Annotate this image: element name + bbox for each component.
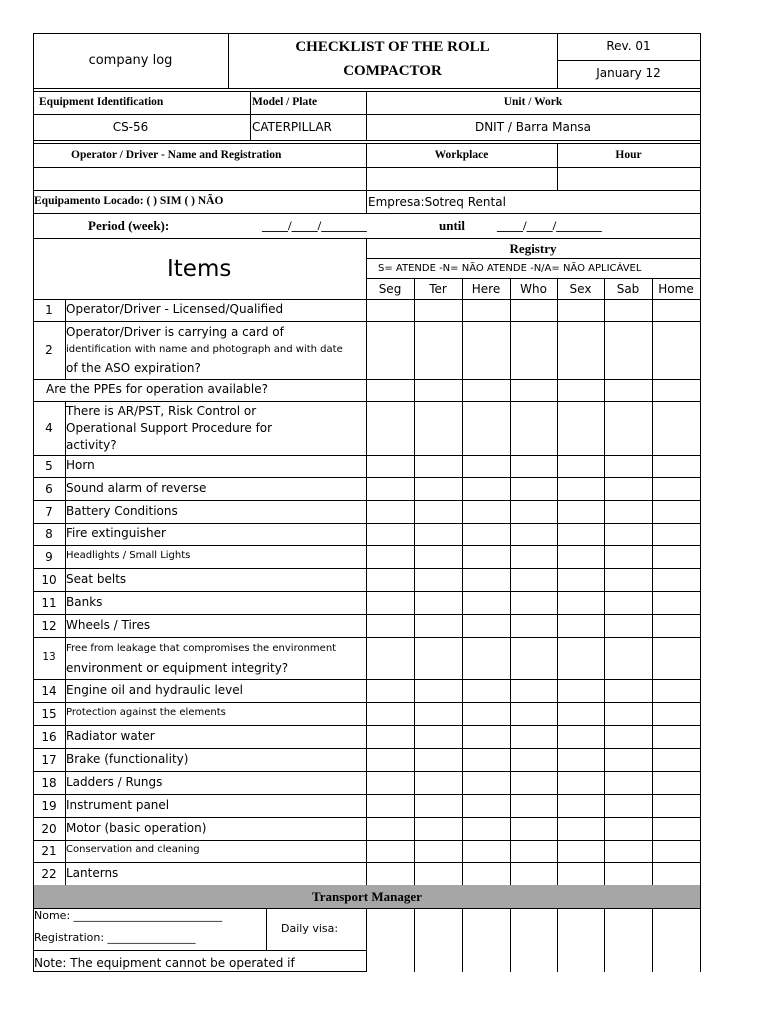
registry-cell-ter[interactable] bbox=[415, 703, 462, 725]
border-right bbox=[700, 33, 701, 972]
registry-cell-here[interactable] bbox=[463, 772, 510, 794]
registry-cell-home[interactable] bbox=[653, 592, 700, 614]
registry-cell-sex[interactable] bbox=[558, 501, 604, 523]
unit-work-value: DNIT / Barra Mansa bbox=[474, 120, 592, 134]
registry-cell-sab[interactable] bbox=[605, 546, 652, 568]
registry-cell-who[interactable] bbox=[511, 300, 557, 321]
grid-vline bbox=[462, 908, 463, 972]
registry-cell-sex[interactable] bbox=[558, 841, 604, 862]
registry-cell-seg[interactable] bbox=[367, 546, 414, 568]
transport-manager-title: Transport Manager bbox=[312, 889, 422, 904]
registry-cell-sex[interactable] bbox=[558, 478, 604, 500]
registry-cell-who[interactable] bbox=[511, 772, 557, 794]
item-number: 14 bbox=[41, 683, 57, 698]
registry-cell-ter[interactable] bbox=[415, 818, 462, 840]
registry-cell-here[interactable] bbox=[463, 478, 510, 500]
hour-field[interactable] bbox=[558, 168, 699, 189]
item-description: identification with name and photograph and with date bbox=[66, 344, 343, 355]
registry-cell-sex[interactable] bbox=[558, 402, 604, 455]
registry-cell-here[interactable] bbox=[463, 680, 510, 702]
registry-cell-ter[interactable] bbox=[415, 569, 462, 591]
period-end-blank[interactable]: ____/____/_______ bbox=[497, 218, 602, 233]
registry-cell-seg[interactable] bbox=[367, 592, 414, 614]
registry-cell-here[interactable] bbox=[463, 638, 510, 679]
item-description: Conservation and cleaning bbox=[66, 844, 200, 855]
registry-cell-sex[interactable] bbox=[558, 615, 604, 637]
registry-cell-home[interactable] bbox=[653, 501, 700, 523]
registry-cell-sab[interactable] bbox=[605, 703, 652, 725]
registry-cell-ter[interactable] bbox=[415, 863, 462, 885]
item-number: 7 bbox=[45, 504, 53, 519]
registry-cell-seg[interactable] bbox=[367, 863, 414, 885]
registry-cell-seg[interactable] bbox=[367, 456, 414, 477]
grid-vline bbox=[462, 299, 463, 885]
registry-cell-who[interactable] bbox=[511, 726, 557, 748]
registry-cell-ter[interactable] bbox=[415, 456, 462, 477]
registry-cell-sab[interactable] bbox=[605, 638, 652, 679]
item-description: Instrument panel bbox=[66, 797, 170, 812]
registry-cell-sex[interactable] bbox=[558, 456, 604, 477]
item-number: 20 bbox=[41, 821, 57, 836]
registry-cell-sab[interactable] bbox=[605, 322, 652, 379]
grid-hline bbox=[366, 258, 700, 259]
registry-cell-sex[interactable] bbox=[558, 638, 604, 679]
item-number: 4 bbox=[45, 421, 53, 435]
registry-title: Registry bbox=[509, 241, 557, 256]
item-description: Seat belts bbox=[66, 571, 127, 586]
registry-cell-home[interactable] bbox=[653, 841, 700, 862]
item-description: Headlights / Small Lights bbox=[66, 549, 191, 561]
registry-cell-who[interactable] bbox=[511, 863, 557, 885]
registry-cell-sab[interactable] bbox=[605, 795, 652, 817]
registry-cell-seg[interactable] bbox=[367, 841, 414, 862]
company-logo-text: company log bbox=[88, 53, 173, 68]
registry-cell-here[interactable] bbox=[463, 841, 510, 862]
registry-cell-home[interactable] bbox=[653, 380, 700, 401]
registry-cell-sex[interactable] bbox=[558, 795, 604, 817]
weekday-sex: Sex bbox=[569, 282, 592, 296]
registry-cell-sex[interactable] bbox=[558, 322, 604, 379]
grid-vline bbox=[652, 299, 653, 885]
grid-vline bbox=[366, 299, 367, 885]
item-number: 9 bbox=[45, 549, 53, 564]
registry-cell-ter[interactable] bbox=[415, 680, 462, 702]
registry-cell-who[interactable] bbox=[511, 478, 557, 500]
registry-cell-who[interactable] bbox=[511, 749, 557, 771]
registry-cell-ter[interactable] bbox=[415, 524, 462, 545]
registry-cell-here[interactable] bbox=[463, 300, 510, 321]
registry-cell-ter[interactable] bbox=[415, 380, 462, 401]
equipment-id-value: CS-56 bbox=[112, 120, 149, 134]
registry-cell-here[interactable] bbox=[463, 402, 510, 455]
registry-cell-home[interactable] bbox=[653, 772, 700, 794]
item-description: Brake (functionality) bbox=[66, 751, 189, 766]
registry-cell-sex[interactable] bbox=[558, 772, 604, 794]
item-number: 18 bbox=[41, 775, 57, 790]
registry-cell-seg[interactable] bbox=[367, 524, 414, 545]
item-description: Are the PPEs for operation available? bbox=[46, 382, 268, 396]
registry-cell-home[interactable] bbox=[653, 300, 700, 321]
registry-cell-seg[interactable] bbox=[367, 726, 414, 748]
item-number: 19 bbox=[41, 798, 57, 813]
registry-cell-ter[interactable] bbox=[415, 749, 462, 771]
registry-cell-here[interactable] bbox=[463, 501, 510, 523]
grid-hline bbox=[557, 60, 700, 61]
registry-cell-sab[interactable] bbox=[605, 615, 652, 637]
grid-vline bbox=[652, 278, 653, 299]
registry-cell-sab[interactable] bbox=[605, 841, 652, 862]
registry-cell-seg[interactable] bbox=[367, 703, 414, 725]
registry-cell-here[interactable] bbox=[463, 818, 510, 840]
period-start-blank[interactable]: ____/____/_______ bbox=[262, 218, 367, 233]
registry-cell-seg[interactable] bbox=[367, 615, 414, 637]
weekday-here: Here bbox=[471, 282, 501, 296]
registry-cell-here[interactable] bbox=[463, 322, 510, 379]
registry-cell-sab[interactable] bbox=[605, 680, 652, 702]
registry-cell-ter[interactable] bbox=[415, 478, 462, 500]
border-top bbox=[33, 33, 700, 34]
registry-cell-sab[interactable] bbox=[605, 569, 652, 591]
registry-cell-who[interactable] bbox=[511, 592, 557, 614]
item-description: Sound alarm of reverse bbox=[66, 480, 207, 495]
manager-name-field[interactable]: Nome: ___________________________ bbox=[34, 909, 223, 922]
revision-label: Rev. 01 bbox=[606, 39, 651, 53]
item-number: 1 bbox=[45, 303, 53, 317]
grid-hline bbox=[33, 971, 366, 972]
registry-cell-sab[interactable] bbox=[605, 749, 652, 771]
item-number: 17 bbox=[41, 752, 57, 767]
item-number: 5 bbox=[45, 459, 53, 473]
item-number: 13 bbox=[42, 651, 56, 663]
period-label: Period (week): bbox=[88, 218, 170, 233]
grid-hline bbox=[33, 88, 700, 89]
model-plate-value: CATERPILLAR bbox=[252, 120, 332, 134]
registry-cell-ter[interactable] bbox=[415, 638, 462, 679]
item-description: Operator/Driver is carrying a card of bbox=[66, 325, 284, 339]
item-description: Motor (basic operation) bbox=[66, 820, 207, 835]
document-title-line1: CHECKLIST OF THE ROLL bbox=[295, 39, 490, 55]
registry-cell-ter[interactable] bbox=[415, 841, 462, 862]
registry-cell-ter[interactable] bbox=[415, 795, 462, 817]
registry-cell-who[interactable] bbox=[511, 795, 557, 817]
registry-cell-seg[interactable] bbox=[367, 300, 414, 321]
weekday-ter: Ter bbox=[429, 282, 447, 296]
registry-cell-home[interactable] bbox=[653, 863, 700, 885]
grid-vline bbox=[414, 278, 415, 299]
item-description: Free from leakage that compromises the environment bbox=[66, 642, 337, 654]
item-description: Lanterns bbox=[66, 865, 119, 880]
item-description: Wheels / Tires bbox=[66, 617, 151, 632]
registry-cell-sab[interactable] bbox=[605, 478, 652, 500]
grid-vline bbox=[604, 278, 605, 299]
registry-cell-seg[interactable] bbox=[367, 402, 414, 455]
registry-cell-here[interactable] bbox=[463, 456, 510, 477]
items-header: Items bbox=[167, 256, 232, 282]
workplace-label: Workplace bbox=[434, 149, 489, 161]
manager-registration-field[interactable]: Registration: ________________ bbox=[34, 931, 196, 944]
registry-cell-home[interactable] bbox=[653, 726, 700, 748]
grid-vline bbox=[557, 143, 558, 190]
grid-vline bbox=[557, 278, 558, 299]
grid-hline bbox=[33, 140, 700, 141]
rented-equipment-label: Equipamento Locado: ( ) SIM ( ) NÃO bbox=[34, 195, 224, 207]
registry-cell-sex[interactable] bbox=[558, 703, 604, 725]
grid-vline bbox=[366, 143, 367, 213]
registry-cell-who[interactable] bbox=[511, 638, 557, 679]
item-description: Protection against the elements bbox=[66, 706, 226, 718]
weekday-sab: Sab bbox=[616, 282, 640, 296]
registry-cell-ter[interactable] bbox=[415, 402, 462, 455]
registry-cell-ter[interactable] bbox=[415, 322, 462, 379]
registry-cell-who[interactable] bbox=[511, 546, 557, 568]
weekday-home: Home bbox=[658, 282, 694, 296]
registry-legend: S= ATENDE -N= NÃO ATENDE -N/A= NÃO APLICÁVEL bbox=[378, 263, 642, 274]
registry-cell-who[interactable] bbox=[511, 818, 557, 840]
period-until-label: until bbox=[439, 218, 466, 233]
registry-cell-home[interactable] bbox=[653, 569, 700, 591]
registry-cell-here[interactable] bbox=[463, 749, 510, 771]
registry-cell-sab[interactable] bbox=[605, 402, 652, 455]
grid-vline bbox=[604, 299, 605, 885]
registry-cell-who[interactable] bbox=[511, 680, 557, 702]
registry-cell-who[interactable] bbox=[511, 380, 557, 401]
registry-cell-ter[interactable] bbox=[415, 615, 462, 637]
weekday-who: Who bbox=[520, 282, 547, 296]
item-number: 6 bbox=[45, 481, 53, 496]
registry-cell-seg[interactable] bbox=[367, 380, 414, 401]
registry-cell-here[interactable] bbox=[463, 703, 510, 725]
item-number: 10 bbox=[41, 572, 57, 587]
grid-vline bbox=[414, 908, 415, 972]
registry-cell-who[interactable] bbox=[511, 524, 557, 545]
registry-cell-sex[interactable] bbox=[558, 592, 604, 614]
grid-hline bbox=[366, 278, 700, 279]
grid-vline bbox=[366, 908, 367, 972]
grid-hline bbox=[33, 950, 366, 951]
registry-cell-home[interactable] bbox=[653, 818, 700, 840]
registry-cell-home[interactable] bbox=[653, 795, 700, 817]
registry-cell-seg[interactable] bbox=[367, 501, 414, 523]
item-description: Battery Conditions bbox=[66, 503, 178, 518]
registry-cell-sab[interactable] bbox=[605, 524, 652, 545]
registry-cell-home[interactable] bbox=[653, 703, 700, 725]
item-description: Operator/Driver - Licensed/Qualified bbox=[66, 302, 284, 316]
registry-cell-who[interactable] bbox=[511, 322, 557, 379]
registry-cell-home[interactable] bbox=[653, 402, 700, 455]
weekday-seg: Seg bbox=[378, 282, 402, 296]
item-number: 2 bbox=[45, 343, 53, 357]
registry-cell-ter[interactable] bbox=[415, 592, 462, 614]
equipment-id-label: Equipment Identification bbox=[39, 96, 164, 108]
operation-note: Note: The equipment cannot be operated if bbox=[34, 956, 295, 970]
registry-cell-here[interactable] bbox=[463, 592, 510, 614]
registry-cell-seg[interactable] bbox=[367, 478, 414, 500]
registry-cell-who[interactable] bbox=[511, 703, 557, 725]
operator-name-field[interactable] bbox=[34, 168, 365, 189]
registry-cell-seg[interactable] bbox=[367, 749, 414, 771]
item-description: of the ASO expiration? bbox=[66, 361, 201, 375]
registry-cell-here[interactable] bbox=[463, 380, 510, 401]
item-description: Horn bbox=[66, 458, 95, 472]
item-number: 16 bbox=[41, 729, 57, 744]
item-number: 8 bbox=[45, 527, 53, 541]
registry-cell-seg[interactable] bbox=[367, 569, 414, 591]
registry-cell-ter[interactable] bbox=[415, 726, 462, 748]
registry-cell-seg[interactable] bbox=[367, 795, 414, 817]
registry-cell-sab[interactable] bbox=[605, 863, 652, 885]
registry-cell-ter[interactable] bbox=[415, 300, 462, 321]
grid-vline bbox=[604, 908, 605, 972]
registry-cell-home[interactable] bbox=[653, 638, 700, 679]
registry-cell-sex[interactable] bbox=[558, 300, 604, 321]
registry-cell-sab[interactable] bbox=[605, 818, 652, 840]
registry-cell-sex[interactable] bbox=[558, 749, 604, 771]
grid-vline bbox=[510, 908, 511, 972]
item-description: Engine oil and hydraulic level bbox=[66, 682, 243, 697]
registry-cell-who[interactable] bbox=[511, 569, 557, 591]
grid-vline bbox=[462, 278, 463, 299]
grid-vline bbox=[366, 238, 367, 299]
item-description: There is AR/PST, Risk Control or bbox=[66, 404, 257, 419]
item-description: environment or equipment integrity? bbox=[66, 660, 289, 675]
registry-cell-sex[interactable] bbox=[558, 726, 604, 748]
registry-cell-seg[interactable] bbox=[367, 772, 414, 794]
registry-cell-here[interactable] bbox=[463, 615, 510, 637]
registry-cell-home[interactable] bbox=[653, 680, 700, 702]
item-description: Banks bbox=[66, 594, 103, 609]
registry-cell-sab[interactable] bbox=[605, 300, 652, 321]
registry-cell-sab[interactable] bbox=[605, 456, 652, 477]
registry-cell-sex[interactable] bbox=[558, 863, 604, 885]
document-title-line2: COMPACTOR bbox=[343, 63, 442, 79]
grid-hline bbox=[33, 213, 700, 214]
registry-cell-who[interactable] bbox=[511, 841, 557, 862]
grid-vline bbox=[65, 299, 66, 379]
registry-cell-sab[interactable] bbox=[605, 772, 652, 794]
registry-cell-here[interactable] bbox=[463, 569, 510, 591]
registry-cell-who[interactable] bbox=[511, 615, 557, 637]
grid-vline bbox=[250, 91, 251, 140]
registry-cell-ter[interactable] bbox=[415, 501, 462, 523]
registry-cell-sex[interactable] bbox=[558, 569, 604, 591]
item-description: Ladders / Rungs bbox=[66, 774, 163, 789]
registry-cell-seg[interactable] bbox=[367, 322, 414, 379]
registry-cell-seg[interactable] bbox=[367, 680, 414, 702]
registry-cell-here[interactable] bbox=[463, 726, 510, 748]
item-description: Radiator water bbox=[66, 728, 155, 743]
registry-cell-home[interactable] bbox=[653, 615, 700, 637]
item-number: 12 bbox=[41, 618, 57, 633]
registry-cell-sab[interactable] bbox=[605, 501, 652, 523]
operator-name-label: Operator / Driver - Name and Registration bbox=[71, 149, 282, 161]
workplace-field[interactable] bbox=[367, 168, 556, 189]
registry-cell-here[interactable] bbox=[463, 795, 510, 817]
rental-company: Empresa:Sotreq Rental bbox=[368, 195, 506, 209]
registry-cell-sab[interactable] bbox=[605, 726, 652, 748]
grid-vline bbox=[414, 299, 415, 885]
registry-cell-sab[interactable] bbox=[605, 592, 652, 614]
registry-cell-home[interactable] bbox=[653, 478, 700, 500]
border-left bbox=[33, 33, 34, 972]
registry-cell-here[interactable] bbox=[463, 524, 510, 545]
hour-label: Hour bbox=[615, 149, 642, 161]
grid-vline bbox=[652, 908, 653, 972]
registry-cell-sex[interactable] bbox=[558, 680, 604, 702]
grid-vline bbox=[65, 401, 66, 885]
grid-vline bbox=[510, 299, 511, 885]
registry-cell-sab[interactable] bbox=[605, 380, 652, 401]
revision-date: January 12 bbox=[596, 66, 661, 80]
grid-vline bbox=[557, 299, 558, 885]
registry-cell-home[interactable] bbox=[653, 456, 700, 477]
item-description: Fire extinguisher bbox=[66, 526, 166, 540]
grid-vline bbox=[366, 91, 367, 140]
item-number: 22 bbox=[41, 866, 57, 881]
registry-cell-home[interactable] bbox=[653, 749, 700, 771]
grid-vline bbox=[228, 33, 229, 88]
item-number: 21 bbox=[41, 844, 57, 858]
registry-cell-here[interactable] bbox=[463, 546, 510, 568]
registry-cell-seg[interactable] bbox=[367, 818, 414, 840]
unit-work-label: Unit / Work bbox=[503, 96, 563, 108]
item-description: Operational Support Procedure for bbox=[66, 421, 273, 435]
item-description: activity? bbox=[66, 437, 117, 452]
registry-cell-sex[interactable] bbox=[558, 380, 604, 401]
registry-cell-who[interactable] bbox=[511, 402, 557, 455]
registry-cell-who[interactable] bbox=[511, 501, 557, 523]
registry-cell-sex[interactable] bbox=[558, 524, 604, 545]
model-plate-label: Model / Plate bbox=[252, 96, 318, 108]
registry-cell-sex[interactable] bbox=[558, 818, 604, 840]
registry-cell-here[interactable] bbox=[463, 863, 510, 885]
registry-cell-ter[interactable] bbox=[415, 772, 462, 794]
registry-cell-who[interactable] bbox=[511, 456, 557, 477]
daily-visa-label: Daily visa: bbox=[281, 922, 339, 935]
registry-cell-home[interactable] bbox=[653, 524, 700, 545]
item-number: 11 bbox=[41, 595, 57, 610]
item-number: 15 bbox=[41, 706, 57, 721]
grid-vline bbox=[266, 908, 267, 950]
registry-cell-ter[interactable] bbox=[415, 546, 462, 568]
grid-vline bbox=[510, 278, 511, 299]
grid-vline bbox=[557, 908, 558, 972]
registry-cell-seg[interactable] bbox=[367, 638, 414, 679]
registry-cell-home[interactable] bbox=[653, 546, 700, 568]
registry-cell-sex[interactable] bbox=[558, 546, 604, 568]
registry-cell-home[interactable] bbox=[653, 322, 700, 379]
